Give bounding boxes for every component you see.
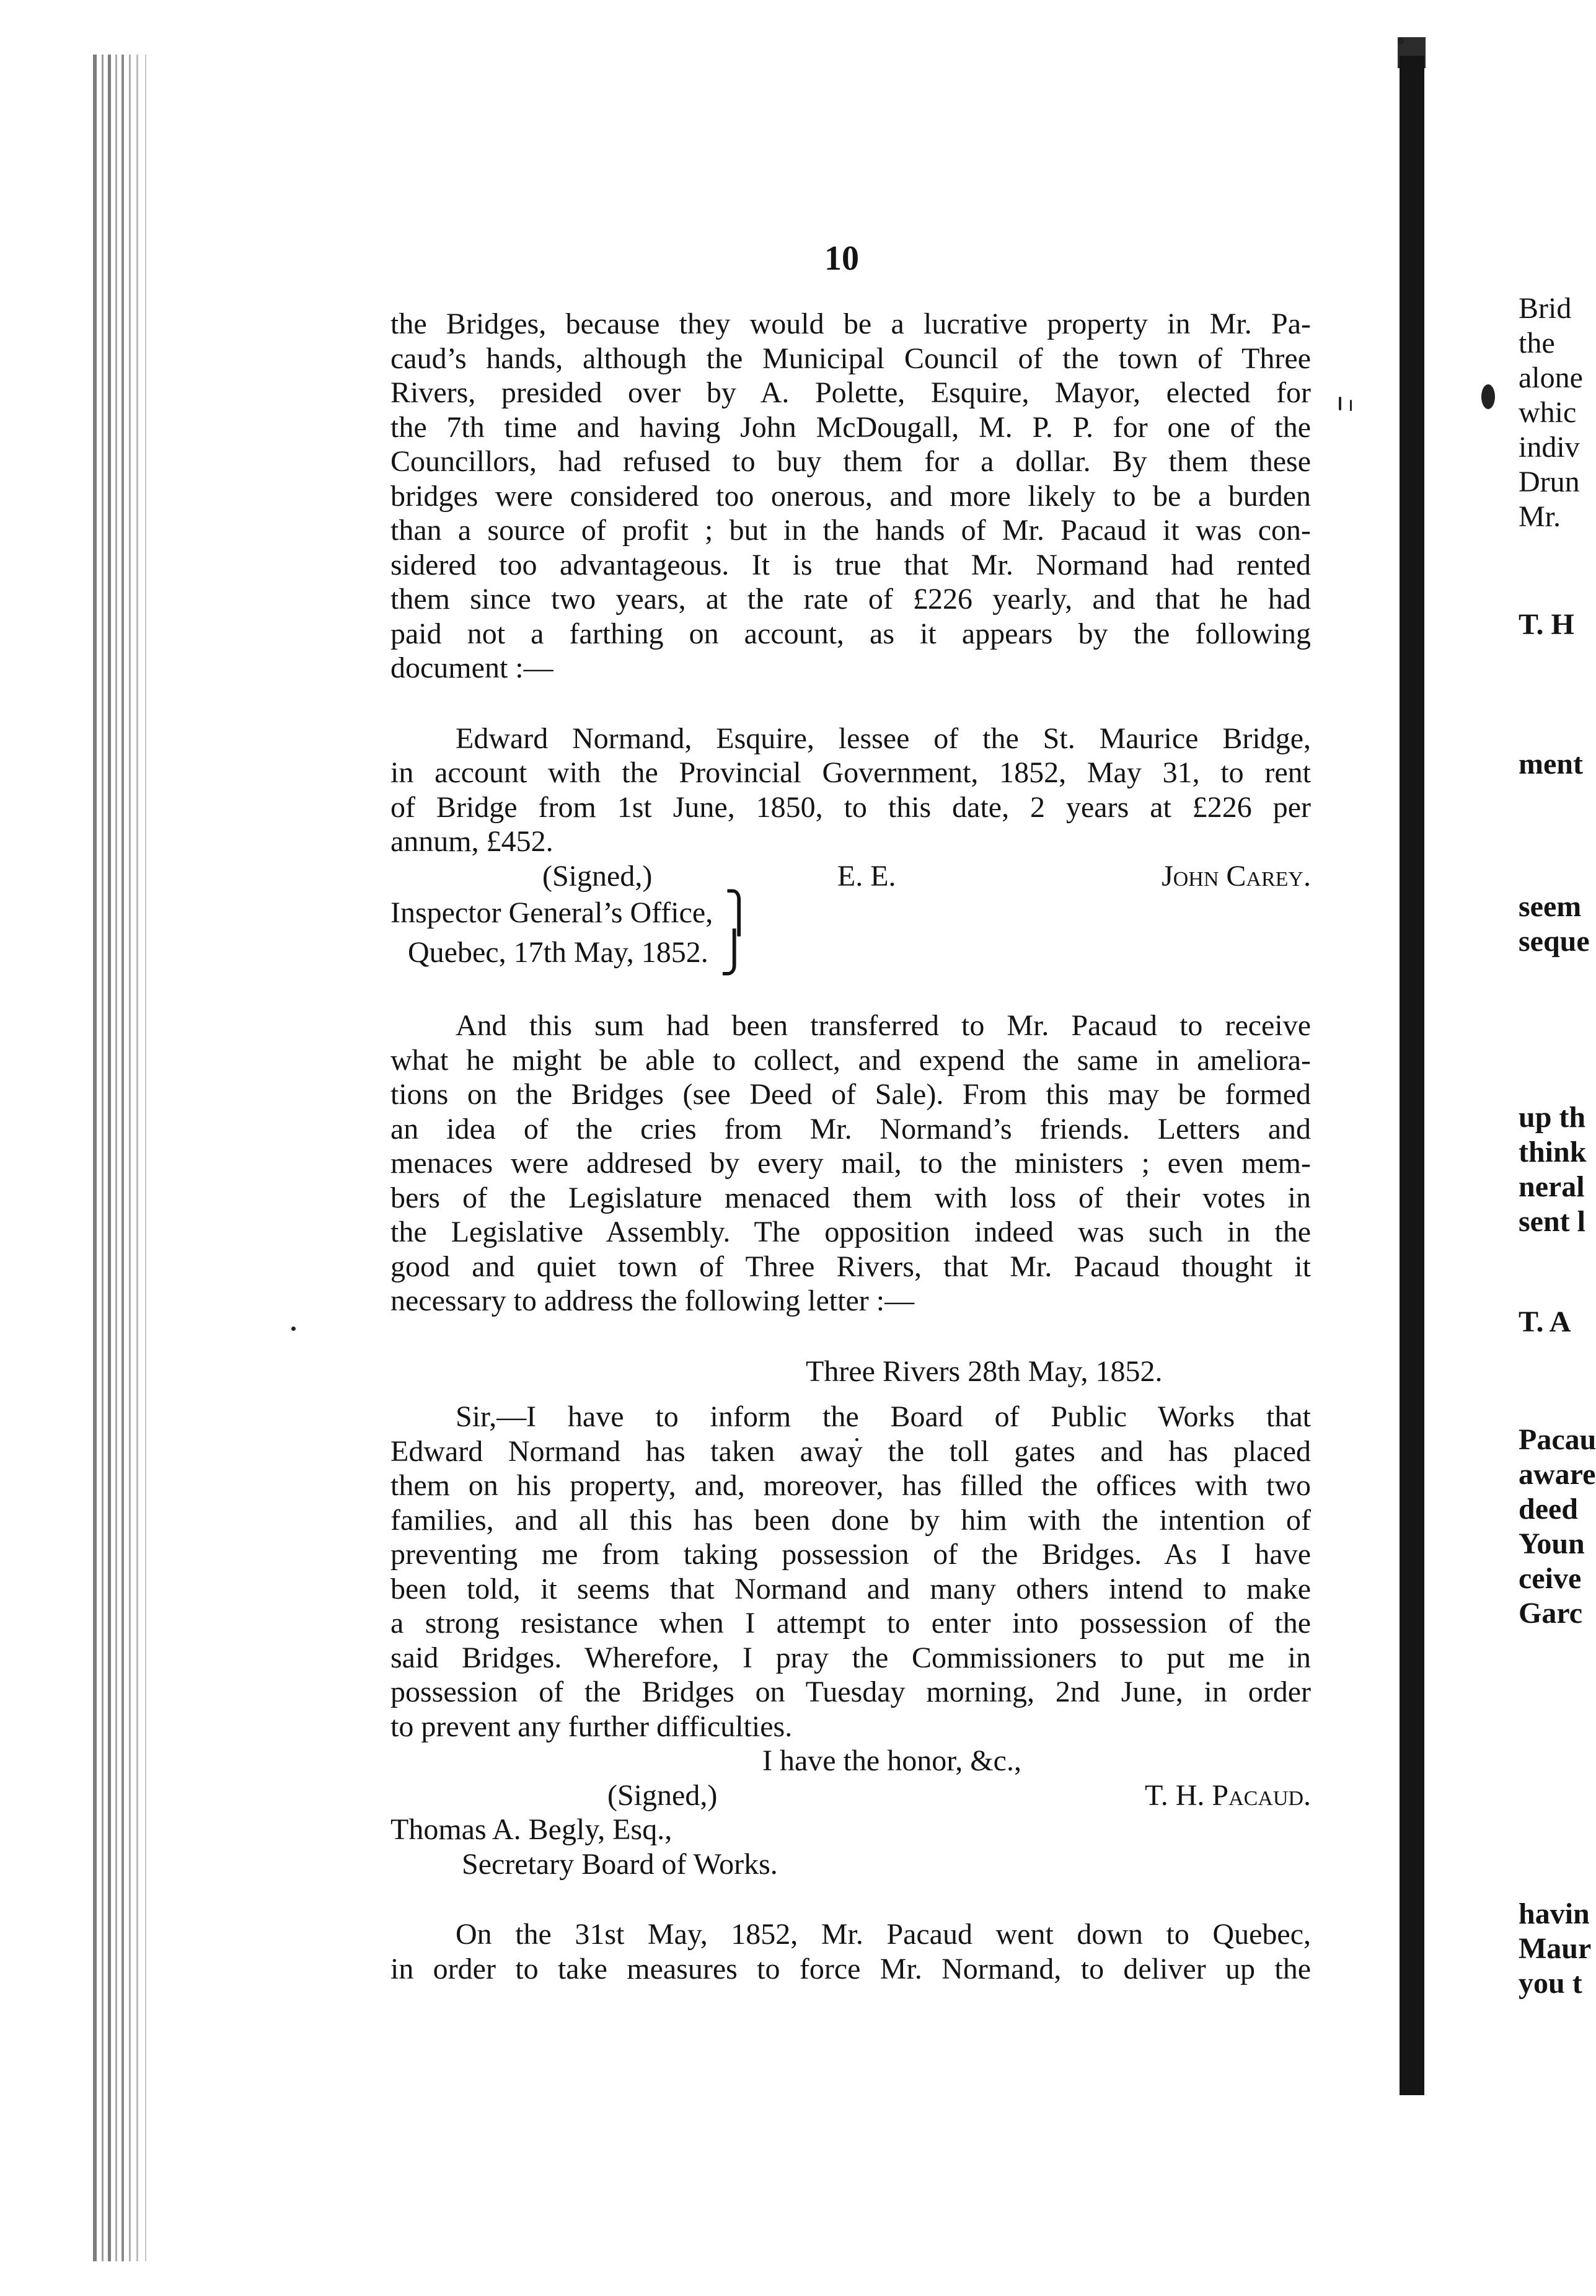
facing-text: Garc <box>1519 1597 1583 1630</box>
facing-text: Youn <box>1519 1527 1585 1560</box>
text-line: families, and all this has been done by him with the intention of <box>390 1503 1311 1537</box>
letter-addressee: Thomas A. Begly, Esq., <box>390 1813 672 1846</box>
signed-label: (Signed,) <box>542 859 653 893</box>
facing-text: Pacau <box>1519 1423 1596 1456</box>
text-line: the 7th time and having John McDougall, M. P. P. for one of the <box>390 410 1311 444</box>
letter-closing: I have the honor, &c., <box>762 1744 1021 1777</box>
signature-name: John Carey. <box>1162 859 1311 893</box>
facing-text: up th <box>1519 1101 1586 1134</box>
office-date-line: Quebec, 17th May, 1852. <box>408 936 708 969</box>
text-line: Edward Normand has taken away the toll gates and has placed <box>390 1434 1311 1468</box>
text-line: been told, it seems that Normand and many others intend to make <box>390 1572 1311 1605</box>
text-line: than a source of profit ; but in the hands of Mr. Pacaud it was con- <box>390 514 1311 547</box>
text-line: menaces were addresed by every mail, to the ministers ; even mem- <box>390 1147 1311 1180</box>
text-line: a strong resistance when I attempt to enter into possession of the <box>390 1607 1311 1640</box>
text-line: document :— <box>390 651 553 684</box>
text-line: paid not a farthing on account, as it appears by the following <box>390 617 1311 650</box>
facing-text: seque <box>1519 925 1590 958</box>
paragraph-transfer <box>390 1009 1311 1318</box>
facing-text: seem <box>1519 890 1582 923</box>
ink-blot <box>1481 384 1495 409</box>
text-line: the Legislative Assembly. The opposition indeed was such in the <box>390 1216 1311 1248</box>
text-line: Rivers, presided over by A. Polette, Esquire, Mayor, elected for <box>390 376 1311 409</box>
text-line: Edward Normand, Esquire, lessee of the St. Maurice Bridge, <box>456 722 1311 755</box>
facing-text: indiv <box>1519 431 1580 464</box>
signature-block <box>390 859 1311 973</box>
paragraph-quebec <box>390 1917 1311 1986</box>
text-line: necessary to address the following letter :— <box>390 1284 915 1317</box>
page-edge-shadow <box>1400 56 1424 2095</box>
office-line: Inspector General’s Office, <box>390 896 713 930</box>
text-line: On the 31st May, 1852, Mr. Pacaud went down to Quebec, <box>456 1918 1311 1951</box>
facing-text: Drun <box>1519 466 1580 498</box>
text-line: Sir,—I have to inform the Board of Public Works that <box>456 1400 1311 1433</box>
facing-text: ment <box>1519 748 1583 780</box>
text-line: bridges were considered too onerous, and more likely to be a burden <box>390 479 1311 513</box>
text-line: an idea of the cries from Mr. Normand’s friends. Letters and <box>390 1112 1311 1146</box>
text-line: caud’s hands, although the Municipal Council of the town of Three <box>390 342 1311 375</box>
text-line: what he might be able to collect, and expend the same in ameliora- <box>390 1043 1311 1077</box>
text-line: preventing me from taking possession of the Bridges. As I have <box>390 1538 1311 1571</box>
brace-bottom: ⎭ <box>719 930 749 974</box>
text-line: them since two years, at the rate of £226 yearly, and that he had <box>390 583 1311 616</box>
text-line: to prevent any further difficulties. <box>390 1710 793 1743</box>
text-line: the Bridges, because they would be a lucrative property in Mr. Pa- <box>390 307 1311 340</box>
facing-text: deed <box>1519 1493 1578 1526</box>
letter-addressee-title: Secretary Board of Works. <box>462 1847 778 1881</box>
facing-text: Brid <box>1519 292 1572 325</box>
facing-text: ceive <box>1519 1562 1582 1595</box>
signature-initials: E. E. <box>837 859 896 893</box>
facing-text: T. H <box>1519 608 1574 641</box>
ink-mark <box>1339 397 1341 410</box>
letter <box>390 1354 1311 1882</box>
facing-text: alone <box>1519 361 1583 394</box>
facing-text: Mr. <box>1519 500 1561 533</box>
letter-signed-label: (Signed,) <box>607 1778 718 1812</box>
text-line: And this sum had been transferred to Mr. Pacaud to receive <box>456 1009 1311 1042</box>
brace-top: ⎫ <box>724 891 754 935</box>
facing-text: think <box>1519 1136 1587 1168</box>
facing-text: T. A <box>1519 1305 1571 1338</box>
page-body <box>390 307 1311 1986</box>
text-line: tions on the Bridges (see Deed of Sale). From this may be formed <box>390 1078 1311 1111</box>
text-line: possession of the Bridges on Tuesday morning, 2nd June, in order <box>390 1676 1311 1708</box>
facing-text: Maur <box>1519 1932 1592 1965</box>
text-line: annum, £452. <box>390 825 553 858</box>
page-number: 10 <box>824 239 859 278</box>
letter-signer: T. H. Pacaud. <box>1144 1778 1311 1812</box>
facing-text: the <box>1519 327 1555 360</box>
text-line: in account with the Provincial Government, 1852, May 31, to rent <box>390 756 1311 789</box>
text-line: them on his property, and, moreover, has filled the offices with two <box>390 1469 1311 1502</box>
paragraph-account <box>390 722 1311 859</box>
paragraph-bridges <box>390 307 1311 686</box>
letter-date: Three Rivers 28th May, 1852. <box>806 1354 1163 1388</box>
facing-text: aware <box>1519 1458 1596 1491</box>
text-line: of Bridge from 1st June, 1850, to this date, 2 years at £226 per <box>390 790 1311 824</box>
text-line: sidered too advantageous. It is true that Mr. Normand had rented <box>390 548 1311 581</box>
ink-speck <box>1398 37 1404 45</box>
text-line: bers of the Legislature menaced them with loss of their votes in <box>390 1181 1311 1214</box>
facing-text: neral <box>1519 1170 1585 1203</box>
text-line: Councillors, had refused to buy them for a dollar. By them these <box>390 445 1311 478</box>
text-line: good and quiet town of Three Rivers, that Mr. Pacaud thought it <box>390 1250 1311 1283</box>
facing-text: you t <box>1519 1967 1582 2000</box>
facing-text: whic <box>1519 396 1577 429</box>
facing-text: havin <box>1519 1897 1590 1930</box>
facing-text: sent l <box>1519 1205 1585 1238</box>
ink-mark <box>1350 400 1352 411</box>
text-line: said Bridges. Wherefore, I pray the Commissioners to put me in <box>390 1641 1311 1674</box>
ink-speck <box>291 1327 296 1331</box>
text-line: in order to take measures to force Mr. Normand, to deliver up the <box>390 1952 1311 1985</box>
binding-gutter <box>93 55 152 2261</box>
